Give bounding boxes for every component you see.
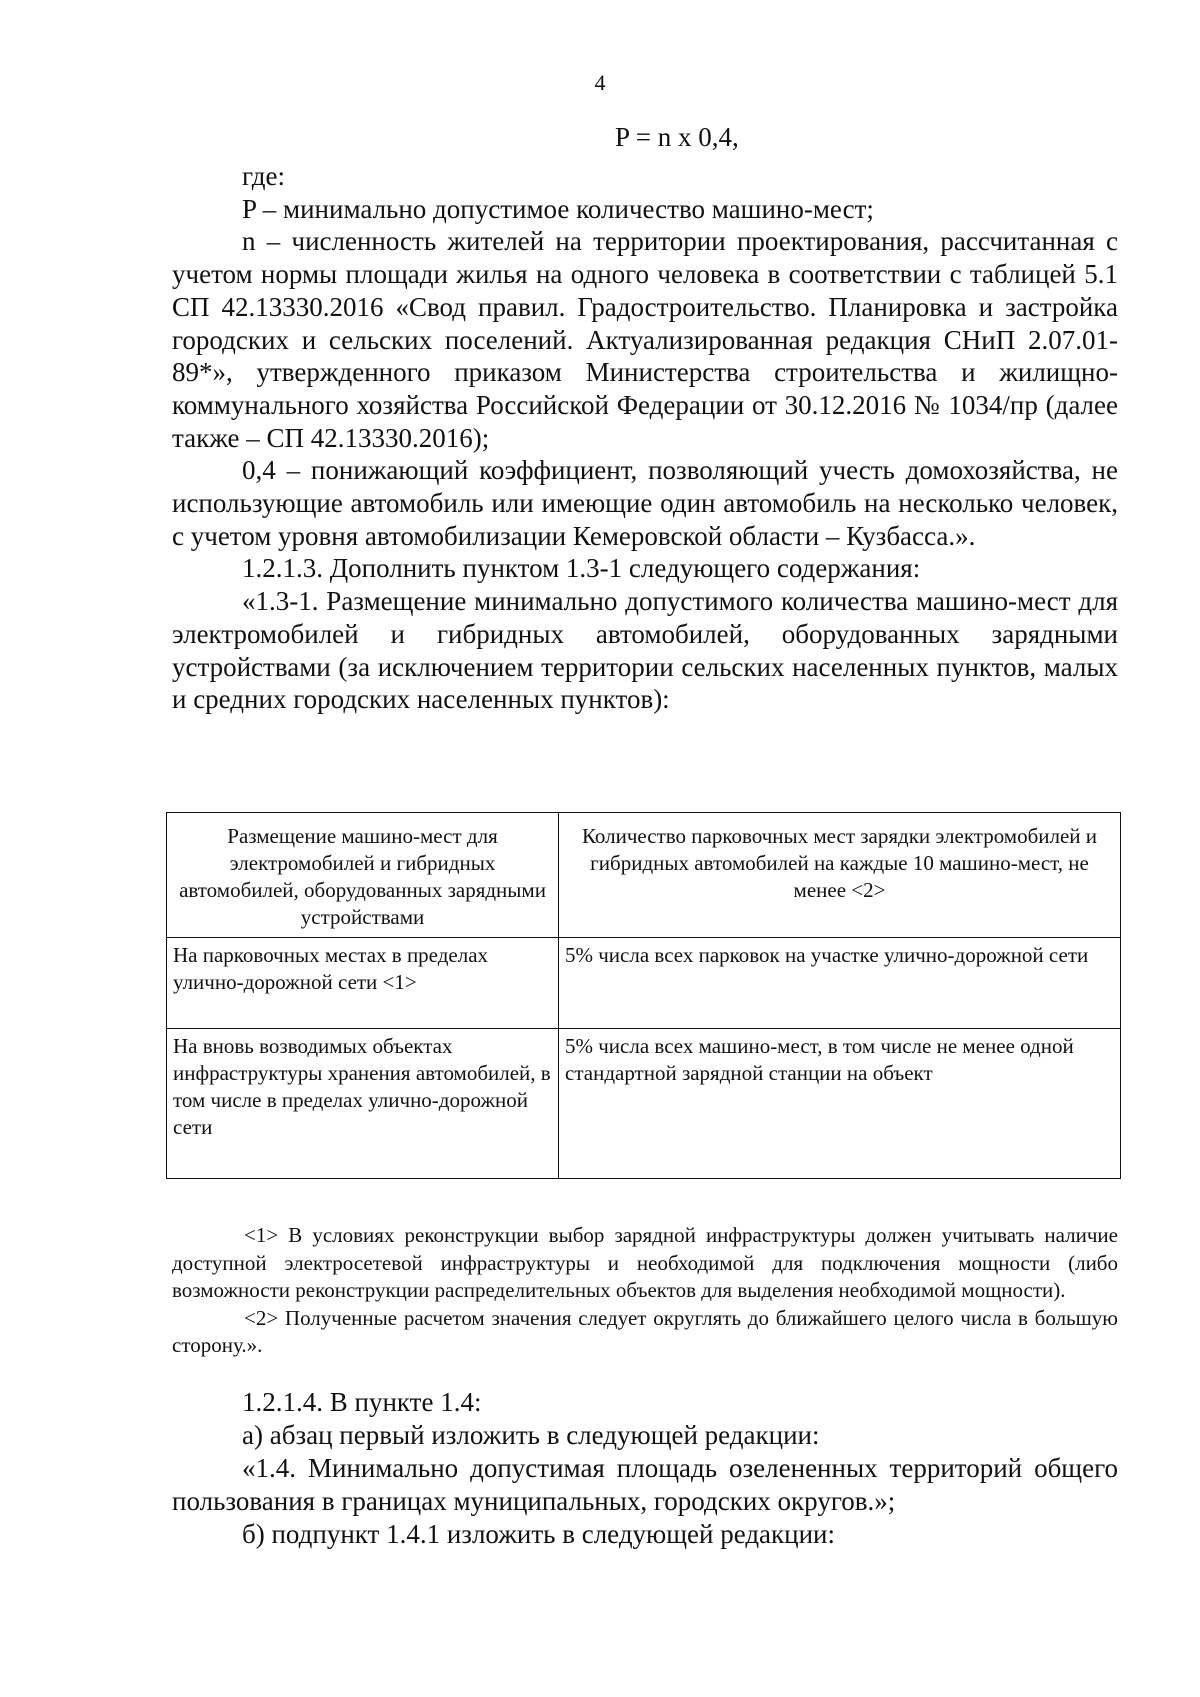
ev-parking-table: [166, 812, 1121, 1179]
paragraph-1-3-1: «1.3-1. Размещение минимально допустимого количества машино-мест для электромобилей и гибридных автомобилей, оборудованных зарядными устройствами (за исключением территории сельских населенных пунктов, малых и средних городских населенных пунктов):: [172, 586, 1118, 715]
table-header-cell: Количество парковочных мест зарядки электромобилей и гибридных автомобилей на каждые 10 машино-мест, не менее <2>: [559, 813, 1121, 938]
table-header-cell: Размещение машино-мест для электромобилей и гибридных автомобилей, оборудованных зарядными устройствами: [167, 813, 559, 938]
body-text: [172, 160, 1118, 716]
table-row: [167, 938, 1121, 1029]
footnote-1: <1> В условиях реконструкции выбор зарядной инфраструктуры должен учитывать наличие доступной электросетевой инфраструктуры и необходимой для подключения мощности (либо возможности реконструкции распределительных объектов для выделения необходимой мощности).: [172, 1223, 1118, 1302]
closing-text: [172, 1386, 1118, 1551]
table-cell: 5% числа всех машино-мест, в том числе не менее одной стандартной зарядной станции на объект: [559, 1029, 1121, 1179]
paragraph-coefficient-definition: 0,4 – понижающий коэффициент, позволяющий учесть домохозяйства, не использующие автомобиль или имеющие один автомобиль на несколько человек, с учетом уровня автомобилизации Кемеровской области – Кузбасса.».: [172, 455, 1118, 551]
paragraph-1-2-1-4: 1.2.1.4. В пункте 1.4:: [242, 1387, 482, 1417]
paragraph-1-4: «1.4. Минимально допустимая площадь озелененных территорий общего пользования в границах муниципальных, городских округов.»;: [172, 1453, 1118, 1516]
paragraph-item-b: б) подпункт 1.4.1 изложить в следующей редакции:: [242, 1519, 836, 1549]
paragraph-p-definition: P – минимально допустимое количество машино-мест;: [242, 193, 874, 224]
paragraph-item-a: а) абзац первый изложить в следующей редакции:: [242, 1420, 820, 1450]
table-row: [167, 1029, 1121, 1179]
paragraph-where: где:: [242, 161, 285, 191]
table-cell: На парковочных местах в пределах улично-дорожной сети <1>: [167, 938, 559, 1029]
table-cell: На вновь возводимых объектах инфраструктуры хранения автомобилей, в том числе в пределах улично-дорожной сети: [167, 1029, 559, 1179]
page-number: 4: [594, 70, 606, 95]
paragraph-n-definition: n – численность жителей на территории проектирования, рассчитанная с учетом нормы площади жилья на одного человека в соответствии с таблицей 5.1 СП 42.13330.2016 «Свод правил. Градостроительство. Планировка и застройка городских и сельских поселений. Актуализированная редакция СНиП 2.07.01-89*», утвержденного приказом Министерства строительства и жилищно-коммунального хозяйства Российской Федерации от 30.12.2016 № 1034/пр (далее также – СП 42.13330.2016);: [172, 226, 1118, 453]
table-header-row: [167, 813, 1121, 938]
table-cell: 5% числа всех парковок на участке улично-дорожной сети: [559, 938, 1121, 1029]
footnote-2: <2> Полученные расчетом значения следует округлять до ближайшего целого числа в большую сторону.».: [172, 1305, 1118, 1357]
paragraph-1-2-1-3: 1.2.1.3. Дополнить пунктом 1.3-1 следующего содержания:: [242, 553, 921, 584]
footnotes: [172, 1222, 1118, 1360]
formula: P = n x 0,4,: [615, 122, 739, 152]
